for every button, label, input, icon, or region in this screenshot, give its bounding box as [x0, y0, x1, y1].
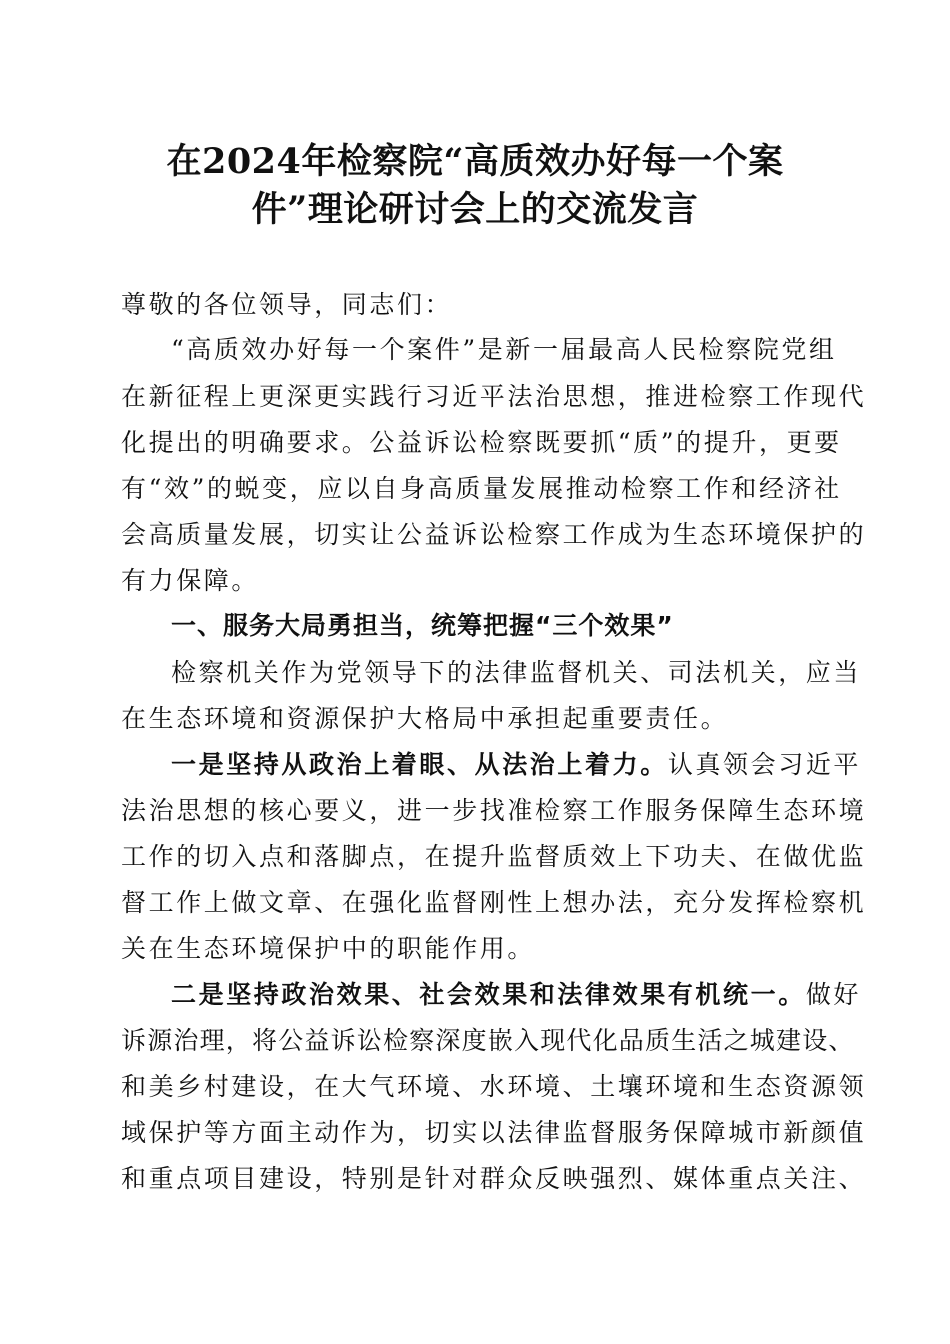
- paragraph-3-line-5: 关在生态环境保护中的职能作用。: [121, 934, 536, 963]
- paragraph-3-line-2: 法治思想的核心要义，进一步找准检察工作服务保障生态环境: [121, 796, 867, 825]
- paragraph-3-first-rest: 认真领会习近平: [667, 750, 862, 779]
- paragraph-3-line-3: 工作的切入点和落脚点，在提升监督质效上下功夫、在做优监: [121, 842, 867, 871]
- paragraph-3-line-1: [121, 742, 881, 788]
- paragraph-3-lead: 一是坚持从政治上着眼、从法治上着力。: [171, 750, 668, 779]
- paragraph-2-line-2: 在生态环境和资源保护大格局中承担起重要责任。: [121, 704, 729, 733]
- section-1-heading: 一、服务大局勇担当，统筹把握“三个效果”: [171, 611, 674, 640]
- paragraph-2-line-1: 检察机关作为党领导下的法律监督机关、司法机关，应当: [171, 658, 862, 687]
- document-title-line-2: 件”理论研讨会上的交流发言: [251, 189, 699, 230]
- paragraph-4-line-3: 和美乡村建设，在大气环境、水环境、土壤环境和生态资源领: [121, 1072, 867, 1101]
- paragraph-1-line-2: 在新征程上更深更实践行习近平法治思想，推进检察工作现代: [121, 382, 867, 411]
- greeting: 尊敬的各位领导，同志们：: [121, 290, 453, 319]
- paragraph-4-line-4: 域保护等方面主动作为，切实以法律监督服务保障城市新颜值: [121, 1118, 867, 1147]
- paragraph-4-lead: 二是坚持政治效果、社会效果和法律效果有机统一。: [171, 980, 806, 1009]
- paragraph-4-first-rest: 做好: [805, 980, 862, 1009]
- paragraph-1-line-1: “高质效办好每一个案件”是新一届最高人民检察院党组: [171, 335, 837, 364]
- paragraph-4-line-1: [121, 972, 881, 1018]
- document-title-line-1: 在2024年检察院“高质效办好每一个案: [166, 141, 784, 182]
- paragraph-1-line-3: 化提出的明确要求。公益诉讼检察既要抓“质”的提升，更要: [121, 428, 842, 457]
- paragraph-1-line-6: 有力保障。: [121, 566, 260, 595]
- paragraph-3-line-4: 督工作上做文章、在强化监督刚性上想办法，充分发挥检察机: [121, 888, 867, 917]
- paragraph-4-line-2: 诉源治理，将公益诉讼检察深度嵌入现代化品质生活之城建设、: [121, 1026, 855, 1055]
- paragraph-1-line-5: 会高质量发展，切实让公益诉讼检察工作成为生态环境保护的: [121, 520, 867, 549]
- paragraph-4-line-5: 和重点项目建设，特别是针对群众反映强烈、媒体重点关注、: [121, 1164, 867, 1193]
- paragraph-1-line-4: 有“效”的蜕变，应以自身高质量发展推动检察工作和经济社: [121, 474, 842, 503]
